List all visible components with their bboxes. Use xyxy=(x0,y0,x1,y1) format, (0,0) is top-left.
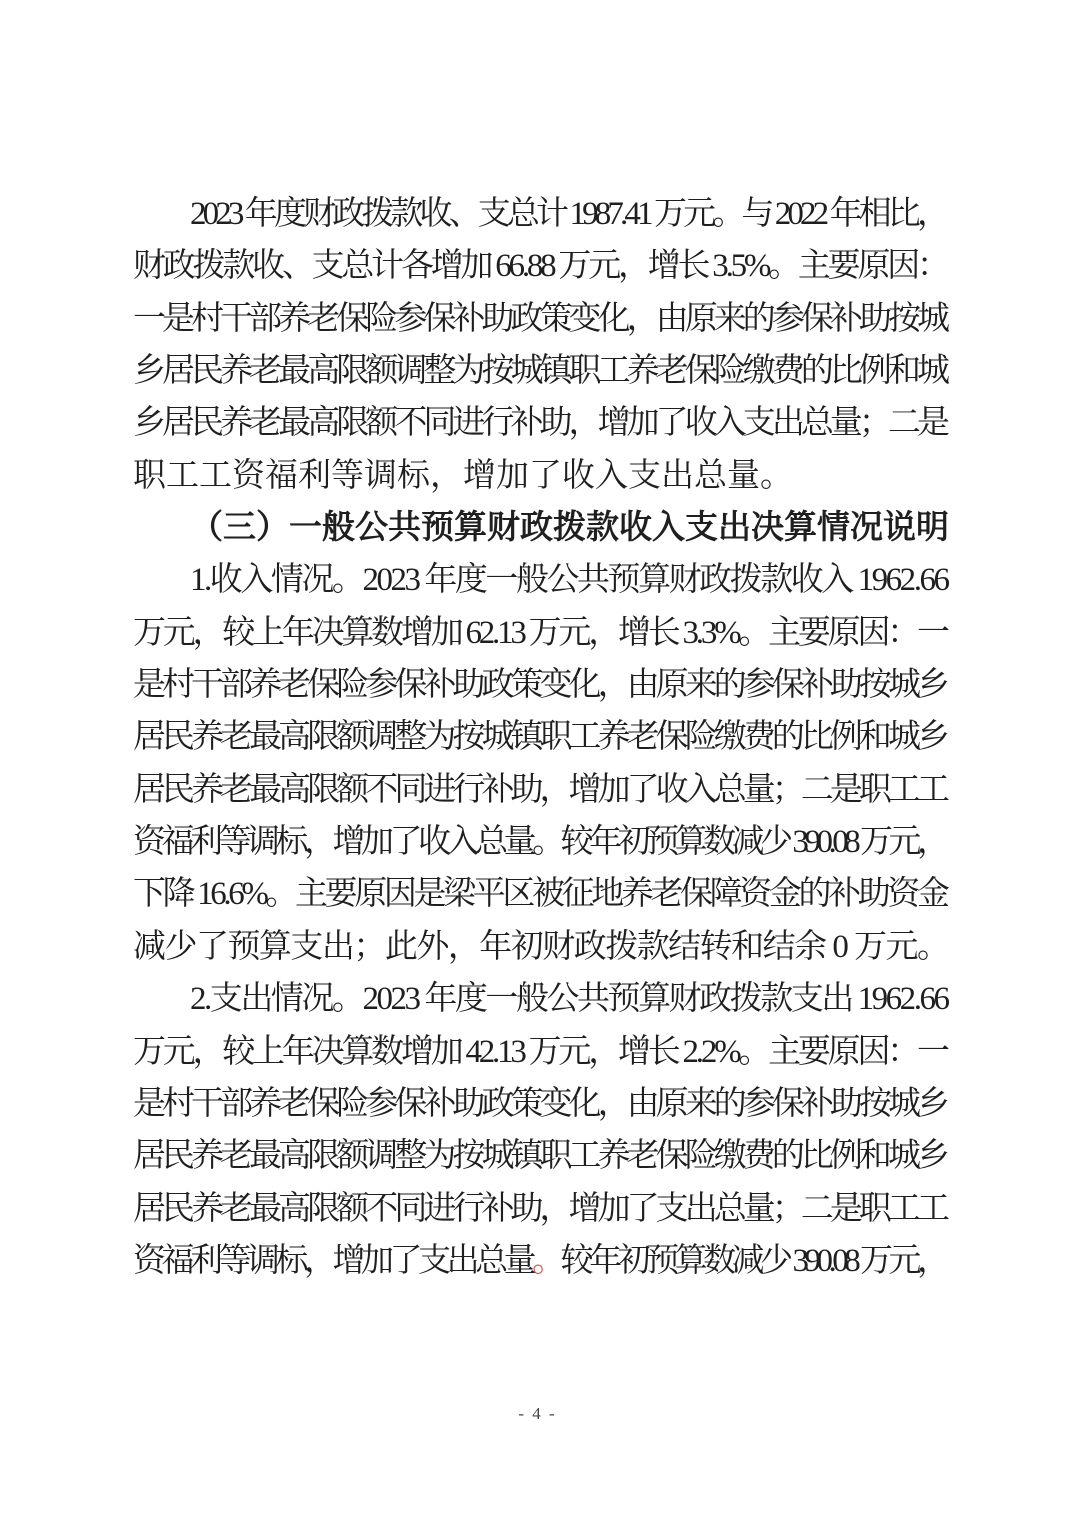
text-line xyxy=(133,397,950,449)
text-line xyxy=(133,659,950,711)
section-heading-line xyxy=(133,502,950,554)
line-content xyxy=(133,719,946,755)
line-content xyxy=(190,562,948,598)
text-line xyxy=(133,188,950,240)
text-line xyxy=(133,764,950,816)
text-line xyxy=(133,450,950,502)
line-content xyxy=(133,667,946,703)
line-content xyxy=(190,196,946,232)
line-content xyxy=(133,824,946,860)
text-segment: 减少了预算支出；此外，年初财政拨款结转和结余 0 万元。 xyxy=(133,928,949,965)
text-segment: 乡居民养老最高限额不同进行补助，增加了收入支出总量；二是 xyxy=(133,405,947,442)
text-line xyxy=(133,1183,950,1235)
text-line xyxy=(133,240,950,292)
line-content xyxy=(133,615,947,651)
line-content xyxy=(190,981,948,1017)
text-line xyxy=(133,1235,950,1287)
red-period: 。 xyxy=(532,1242,561,1279)
text-line xyxy=(133,1078,950,1130)
line-content xyxy=(190,510,949,546)
text-segment: 下降 16.6%。主要原因是梁平区被征地养老保障资金的补助资金 xyxy=(133,876,947,913)
text-line xyxy=(133,921,950,973)
line-content xyxy=(133,1138,946,1174)
line-content xyxy=(133,1034,947,1070)
text-segment: 2023 年度财政拨款收、支总计 1987.41 万元。与 2022 年相比， xyxy=(190,196,947,232)
line-content xyxy=(133,458,793,494)
text-segment: 乡居民养老最高限额调整为按城镇职工养老保险缴费的比例和城 xyxy=(133,353,947,390)
text-segment: 1.收入情况。2023 年度一般公共预算财政拨款收入 1962.66 xyxy=(190,562,948,599)
text-segment: 是村干部养老保险参保补助政策变化，由原来的参保补助按城乡 xyxy=(133,1085,947,1122)
text-segment: 资福利等调标，增加了收入总量。较年初预算数减少 390.08 万元， xyxy=(133,824,946,861)
text-line xyxy=(133,711,950,763)
text-line xyxy=(133,1130,950,1182)
text-line xyxy=(133,868,950,920)
text-segment: 职工工资福利等调标，增加了收入支出总量。 xyxy=(133,457,793,494)
text-segment: 是村干部养老保险参保补助政策变化，由原来的参保补助按城乡 xyxy=(133,667,947,704)
text-line xyxy=(133,293,950,345)
line-content xyxy=(133,929,948,965)
line-content xyxy=(133,405,946,441)
text-segment: 居民养老最高限额调整为按城镇职工养老保险缴费的比例和城乡 xyxy=(133,1138,947,1175)
line-content xyxy=(133,772,946,808)
text-segment: 较年初预算数减少 390.08 万元， xyxy=(560,1242,946,1279)
text-segment: 居民养老最高限额不同进行补助，增加了收入总量；二是职工工 xyxy=(133,771,947,808)
text-line xyxy=(133,607,950,659)
line-content xyxy=(133,301,946,337)
text-line xyxy=(133,973,950,1025)
text-segment: 2.支出情况。2023 年度一般公共预算财政拨款支出 1962.66 xyxy=(190,981,948,1018)
text-line xyxy=(133,554,950,606)
text-segment: （三）一般公共预算财政拨款收入支出决算情况说明 xyxy=(190,510,949,547)
line-content xyxy=(133,1086,946,1122)
text-line xyxy=(133,816,950,868)
text-segment: 资福利等调标，增加了支出总量 xyxy=(133,1242,533,1279)
text-segment: 财政拨款收、支总计各增加 66.88 万元，增长 3.5%。主要原因： xyxy=(133,248,947,285)
line-content xyxy=(133,1191,946,1227)
text-segment: 居民养老最高限额不同进行补助，增加了支出总量；二是职工工 xyxy=(133,1190,947,1227)
line-content xyxy=(133,876,947,912)
text-segment: 万元，较上年决算数增加 62.13 万元，增长 3.3%。主要原因：一 xyxy=(133,614,947,651)
text-line xyxy=(133,345,950,397)
text-line xyxy=(133,1026,950,1078)
page-number: - 4 - xyxy=(518,1404,557,1423)
line-content xyxy=(133,353,946,389)
line-content xyxy=(133,248,947,284)
text-segment: 一是村干部养老保险参保补助政策变化，由原来的参保补助按城 xyxy=(133,300,947,337)
document-body xyxy=(133,188,950,1287)
text-segment: 万元，较上年决算数增加 42.13 万元，增长 2.2%。主要原因：一 xyxy=(133,1033,947,1070)
text-segment: 居民养老最高限额调整为按城镇职工养老保险缴费的比例和城乡 xyxy=(133,719,947,756)
line-content xyxy=(133,1243,946,1279)
